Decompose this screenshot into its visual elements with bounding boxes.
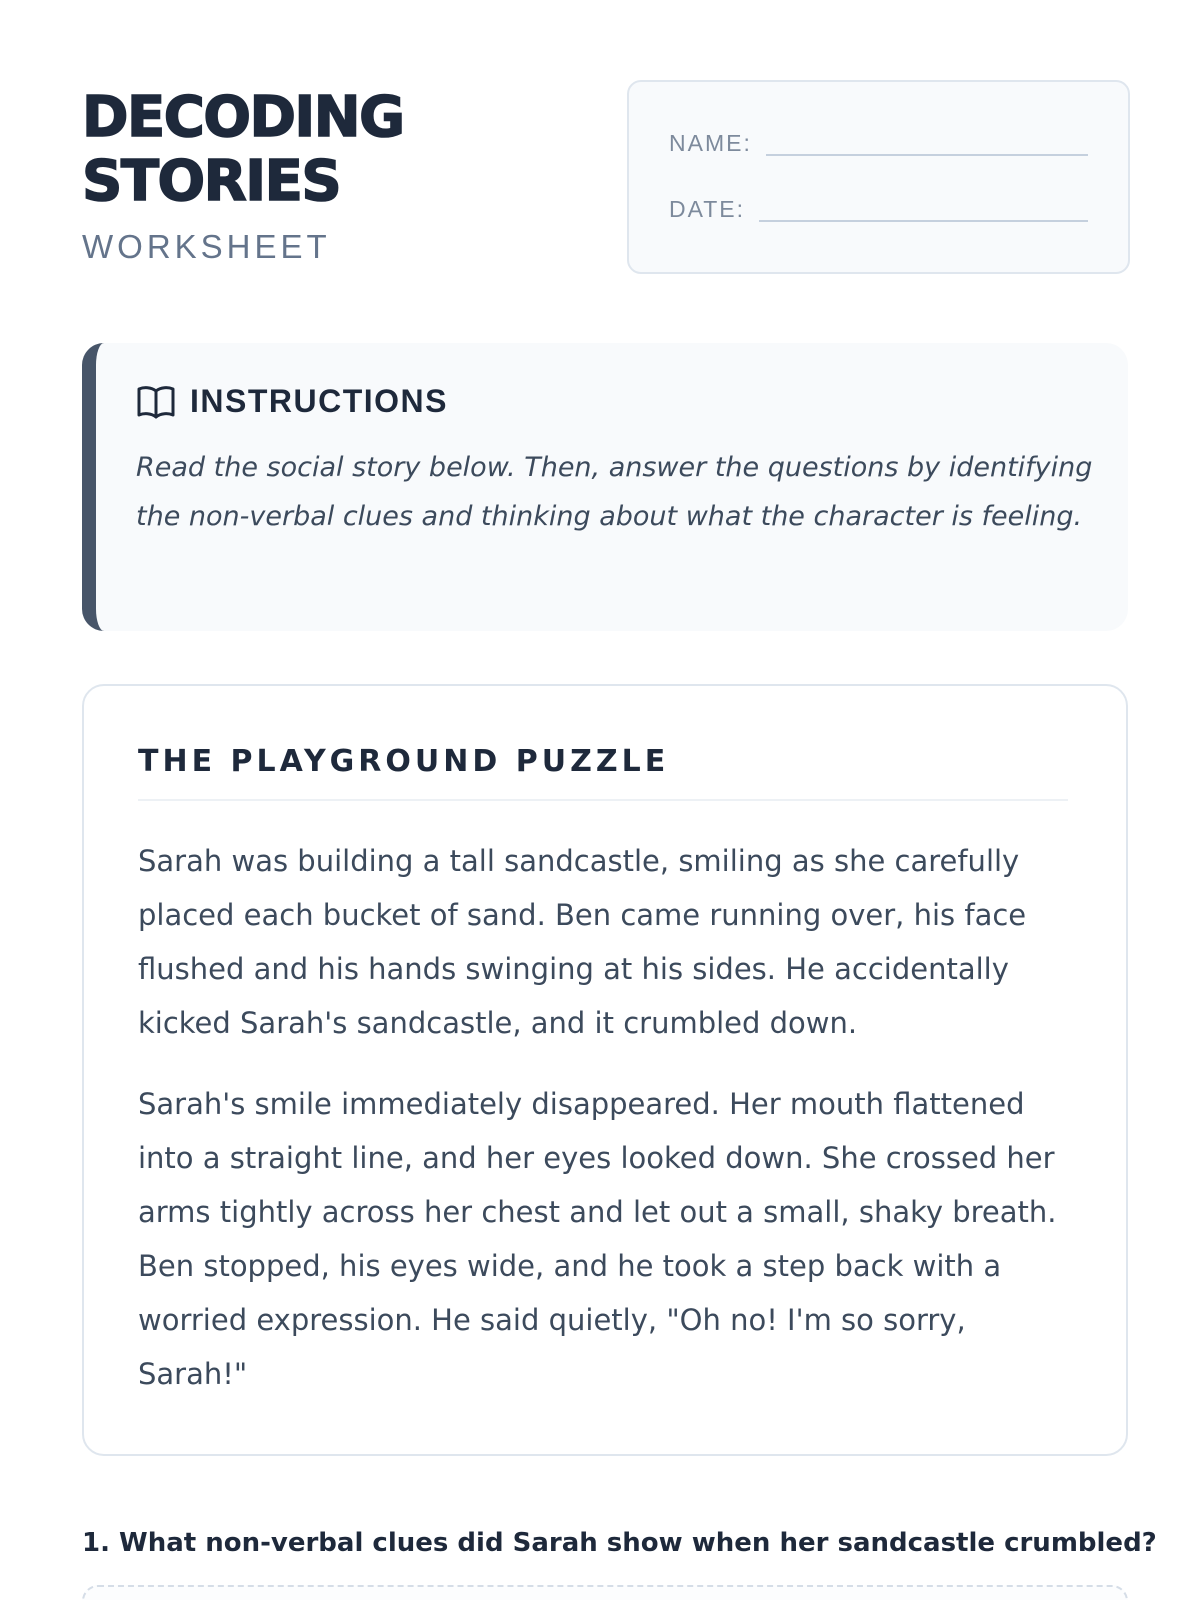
- page-title-line-1: DECODING: [82, 85, 404, 150]
- name-field-row: [669, 128, 1088, 156]
- story-body: [138, 834, 1068, 1401]
- instructions-text: Read the social story below. Then, answer the questions by identifying the non-verbal clues and thinking about what the character is feeling.: [136, 452, 1093, 532]
- story-paragraph: Sarah's smile immediately disappeared. Her mouth flattened into a straight line, and her eyes looked down. She crossed her arms tightly across her chest and let out a small, shaky breath. Ben stopped, his eyes wide, and he took a step back with a worried expression. He said quietly, "Oh no! I'm so sorry, Sarah!": [138, 1087, 1057, 1391]
- instructions-panel: [82, 343, 1128, 631]
- instructions-heading: [136, 383, 448, 420]
- story-paragraph: Sarah was building a tall sandcastle, smiling as she carefully placed each bucket of sand. Ben came running over, his face flushed and his hands swinging at his sides. He accidentally kicked Sarah's sandcastle, and it crumbled down.: [138, 844, 1027, 1040]
- date-field-row: [669, 194, 1088, 222]
- date-field[interactable]: [759, 194, 1088, 222]
- story-card: [82, 684, 1128, 1456]
- title-block: [82, 86, 404, 266]
- page-title-line-2: STORIES: [82, 149, 341, 214]
- book-open-icon: [136, 384, 176, 420]
- instructions-title: INSTRUCTIONS: [190, 383, 448, 419]
- page-subtitle: WORKSHEET: [82, 228, 331, 265]
- student-info-box: [627, 80, 1130, 274]
- story-title: THE PLAYGROUND PUZZLE: [138, 744, 1068, 801]
- date-label: DATE:: [669, 196, 746, 222]
- name-label: NAME:: [669, 130, 752, 156]
- answer-box-1[interactable]: [82, 1585, 1128, 1600]
- question-1: 1. What non-verbal clues did Sarah show when her sandcastle crumbled?: [82, 1528, 1157, 1558]
- name-field[interactable]: [766, 128, 1088, 156]
- worksheet-header: [82, 80, 1122, 280]
